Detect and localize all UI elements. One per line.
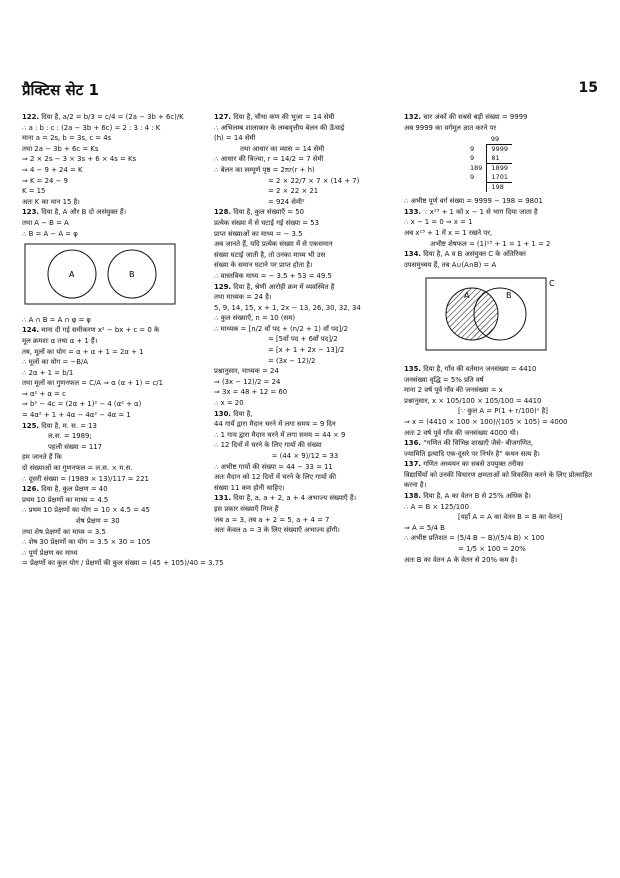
col1-line: 124. माना दी गई समीकरण x² − bx + c = 0 के xyxy=(22,326,160,335)
col3-line: ⇒ x = (4410 × 100 × 100)/(105 × 105) = 4000 xyxy=(404,417,568,426)
question-number: 137. xyxy=(404,460,422,469)
col1-line: ∴ शेष 30 प्रेक्षणों का योग = 3.5 × 30 = 105 xyxy=(22,538,151,547)
col2-line: ∴ 1 गाय द्वारा मैदान चरने में लगा समय = 44 × 9 xyxy=(214,430,346,439)
question-number: 134. xyxy=(404,250,422,259)
col2-line: प्राप्त संख्याओं का माध्य = − 3.5 xyxy=(214,229,303,238)
col3-line: 138. दिया है, A का वेतन B से 25% अधिक है। xyxy=(404,492,531,501)
col3-line: ∴ अभीष्ट प्रतिशत = (5/4 B − B)/(5/4 B) × 100 xyxy=(404,534,545,543)
col2-line: ∴ माध्यक = [n/2 वाँ पद + (n/2 + 1) वाँ पद]/2 xyxy=(214,324,348,333)
venn-diagram-union xyxy=(406,274,576,354)
col2-line: ∴ x = 20 xyxy=(214,399,244,408)
col1-line: अतः K का मान 15 है। xyxy=(22,197,80,206)
col1-line: ∴ B = A − A = φ xyxy=(22,229,78,238)
question-number: 129. xyxy=(214,282,232,291)
col2-line: ∴ बेलन का सम्पूर्ण पृष्ठ = 2πr(r + h) xyxy=(214,165,315,174)
col2-line: (h) = 14 सेमी xyxy=(214,134,256,143)
col1-line: 125. दिया है, म. स. = 13 xyxy=(22,421,97,430)
col2-line: ∴ अभीष्ट गायों की संख्या = 44 − 33 = 11 xyxy=(214,462,333,471)
col2-line: प्रत्येक संख्या में से घटाई गई संख्या = 53 xyxy=(214,218,319,227)
column-2 xyxy=(214,112,396,536)
col2-line: जब a = 3, तब a + 2 = 5, a + 4 = 7 xyxy=(214,515,330,524)
question-number: 126. xyxy=(22,485,40,494)
col2-line: = 924 सेमी² xyxy=(268,197,305,206)
page-number: 15 xyxy=(578,80,598,96)
col2-line: अतः मैदान को 12 दिनों में चरने के लिए गायों की xyxy=(214,473,336,482)
col2-line: ∴ 12 दिनों में चरने के लिए गायों की संख्या xyxy=(214,441,322,450)
col2-line: संख्या घटाई जाती है, तो उनका माध्य भी उस xyxy=(214,250,326,259)
venn2-label-b: B xyxy=(506,291,512,301)
col3-line: अब x¹³ + 1 में x = 1 रखने पर, xyxy=(404,228,493,237)
question-number: 125. xyxy=(22,421,40,430)
col1-line: तथा मूलों का गुणनफल = C/A ⇒ α (α + 1) = c/1 xyxy=(22,379,164,388)
col1-line: = प्रेक्षणों का कुल योग / प्रेक्षणों की कुल संख्या = (45 + 105)/40 = 3.75 xyxy=(22,559,224,568)
col1-line: ∴ पूर्ण प्रेक्षण का माध्य xyxy=(22,548,78,557)
col1-line: ∴ दूसरी संख्या = (1989 × 13)/117 = 221 xyxy=(22,474,149,483)
col3-line: 135. दिया है, गाँव की वर्तमान जनसंख्या = 4410 xyxy=(404,364,537,373)
col3-line: ज्यामिति इत्यादि एक-दूसरे पर निर्भर है” कथन सत्य है। xyxy=(404,449,540,458)
col2-line: = [5वाँ पद + 6वाँ पद]/2 xyxy=(268,335,338,344)
col3-line: 134. दिया है, A व B असंयुक्त C के अंतिरिक्त xyxy=(404,250,526,259)
venn-diagram-disjoint xyxy=(24,243,184,305)
col1-line: ∴ मूलों का योग = −B/A xyxy=(22,358,88,367)
col2-line: = [x + 1 + 2x − 13]/2 xyxy=(268,346,345,355)
venn2-label-c: C xyxy=(549,279,555,289)
col2-line: संख्या के समान घटाने पर प्राप्त होता है। xyxy=(214,261,313,270)
col3-line: अतः 2 वर्ष पूर्व गाँव की जनसंख्या 4000 थी। xyxy=(404,428,519,437)
question-number: 127. xyxy=(214,113,232,121)
col1-line: पहली संख्या = 117 xyxy=(48,442,102,451)
col2-line: ⇒ 3x = 48 + 12 = 60 xyxy=(214,388,288,397)
question-number: 132. xyxy=(404,113,422,121)
question-number: 136. xyxy=(404,439,422,448)
col2-line: संख्या 11 कम होनी चाहिए। xyxy=(214,483,285,492)
col1-line: तथा 2a − 3b + 6c = Ks xyxy=(22,144,99,153)
col2-line: = 2 × 22/7 × 7 × (14 + 7) xyxy=(268,176,360,185)
page-header xyxy=(22,80,598,102)
col3-line: विद्यार्थियों को उनकी विचारण क्षमताओं को विकसित करने के लिए प्रोत्साहित करना है। xyxy=(404,470,593,490)
col1-line: ⇒ K = 24 − 9 xyxy=(22,176,68,185)
col3-line: 136. “गणित की विभिन्न शाखाएँ जैसे- बीजगणित, xyxy=(404,439,534,448)
col1-line: 123. दिया है, A और B दो असंयुक्त हैं। xyxy=(22,208,127,217)
col2-line: ⇒ (3x − 12)/2 = 24 xyxy=(214,377,281,386)
col2-line: इस प्रकार संख्याएँ निम्न हैं xyxy=(214,504,279,513)
col2-line: ∴ अभिलम्ब शालाकार के लम्बवृत्तीय बेलन की ऊँचाई xyxy=(214,123,345,132)
col2-line: तथा माध्यक = 24 है। xyxy=(214,293,272,302)
col1-line: ⇒ α² + α = c xyxy=(22,389,66,398)
col3-line: जनसंख्या वृद्धि = 5% प्रति वर्ष xyxy=(404,375,484,384)
col1-line: ∴ 2α + 1 = b/1 xyxy=(22,368,74,377)
col3-line: ⇒ A = 5/4 B xyxy=(404,523,445,532)
col2-line: 131. दिया है, a, a + 2, a + 4 अभाज्य संख्याएँ हैं। xyxy=(214,494,357,503)
col1-line: तब, मूलों का योग = α + α + 1 = 2α + 1 xyxy=(22,347,144,356)
col3-line: प्रश्नानुसार, x × 105/100 × 105/100 = 4410 xyxy=(404,396,542,405)
col2-line: तथा आधार का व्यास = 14 सेमी xyxy=(240,144,325,153)
col2-line: = (44 × 9)/12 = 33 xyxy=(271,452,339,460)
col3-line: = 1/5 × 100 = 20% xyxy=(458,545,526,554)
question-number: 135. xyxy=(404,364,422,373)
question-number: 124. xyxy=(22,326,40,335)
col3-line: अब 9999 का वर्गमूल ज्ञात करने पर xyxy=(404,123,497,132)
question-number: 122. xyxy=(22,113,40,121)
col1-line: ∴ प्रथम 10 प्रेक्षणों का योग = 10 × 4.5 = 45 xyxy=(22,506,150,515)
col2-line: 44 गायें द्वारा मैदान चरने में लगा समय = 9 दिन xyxy=(214,420,336,429)
col3-line: उपसमुच्चय हैं, तब A∪(A∩B) = A xyxy=(404,260,497,269)
question-number: 131. xyxy=(214,494,232,503)
col1-line: 126. दिया है, कुल प्रेक्षण = 40 xyxy=(22,485,108,494)
col1-line: मूल क्रमशः α तथा α + 1 हैं। xyxy=(22,336,98,345)
col2-line: ∴ आधार की त्रिज्या, r = 14/2 = 7 सेमी xyxy=(214,155,324,164)
col1-line: ∴ A ∩ B = A ∩ φ = φ xyxy=(22,315,91,324)
col1-line: तथा A − B = A xyxy=(22,218,69,227)
venn2-label-a: A xyxy=(464,291,470,301)
col1-line: ⇒ 4 − 9 + 24 = K xyxy=(22,165,83,174)
page-title: प्रैक्टिस सेट 1 xyxy=(22,81,99,99)
col1-line: ⇒ 2 × 2s − 3 × 3s + 6 × 4s = Ks xyxy=(22,155,137,164)
col3-line: 133. ∵ x¹³ + 1 को x − 1 से भाग दिया जाता है xyxy=(404,207,538,216)
column-3 xyxy=(404,112,600,565)
col2-line: = 2 × 22 × 21 xyxy=(268,187,319,196)
question-number: 128. xyxy=(214,208,232,217)
col3-line: अतः B का वेतन A के वेतन से 20% कम है। xyxy=(404,555,518,564)
col3-line: ∴ अभीष्ट पूर्ण वर्ग संख्या = 9999 − 198 = 9801 xyxy=(404,197,543,206)
col1-line: ⇒ b² − 4c = (2α + 1)² − 4 (α² + α) xyxy=(22,400,142,409)
col3-line: 132. चार अंकों की सबसे बड़ी संख्या = 9999 xyxy=(404,113,528,121)
col1-line: K = 15 xyxy=(22,187,46,196)
col1-line: हम जानते हैं कि xyxy=(22,453,62,462)
col2-line: ∴ वास्तविक माध्य = − 3.5 + 53 = 49.5 xyxy=(214,271,332,280)
col1-line: 122. दिया है, a/2 = b/3 = c/4 = (2a − 3b + 6c)/K xyxy=(22,113,184,121)
col2-line: प्रश्नानुसार, माध्यक = 24 xyxy=(214,367,279,376)
col3-line: माना 2 वर्ष पूर्व गाँव की जनसंख्या = x xyxy=(404,386,503,395)
venn-label-b: B xyxy=(129,270,135,280)
question-number: 123. xyxy=(22,208,40,217)
col1-line: = 4α² + 1 + 4α − 4α² − 4α = 1 xyxy=(22,411,131,420)
col1-line: शेष प्रेक्षण = 30 xyxy=(76,517,120,525)
col2-line: 129. दिया है, श्रेणी आरोही क्रम में व्यवस्थित है xyxy=(214,282,335,291)
col1-line: ∴ a : b : c : (2a − 3b + 6c) = 2 : 3 : 4 : K xyxy=(22,123,161,132)
col2-line: 130. दिया है, xyxy=(214,409,253,418)
venn-label-a: A xyxy=(69,270,75,280)
col1-line: प्रथम 10 प्रेक्षणों का माध्य = 4.5 xyxy=(22,495,109,504)
col2-line: 5, 9, 14, 15, x + 1, 2x − 13, 26, 30, 32, 34 xyxy=(214,303,361,312)
col3-line: [यहाँ A = A का वेतन B = B का वेतन] xyxy=(458,513,563,522)
col1-line: माना a = 2s, b = 3s, c = 4s xyxy=(22,134,112,143)
question-number: 138. xyxy=(404,492,422,501)
col3-line: ∴ x − 1 = 0 ⇒ x = 1 xyxy=(404,218,473,227)
question-number: 133. xyxy=(404,207,422,216)
col2-line: ∴ कुल संख्याएँ, n = 10 (सम) xyxy=(214,314,296,323)
col3-line: ∴ A = B × 125/100 xyxy=(404,502,469,511)
col2-line: 128. दिया है, कुल संख्याएँ = 50 xyxy=(214,208,305,217)
col1-line: तथा शेष प्रेक्षणों का माध्य = 3.5 xyxy=(22,527,106,536)
col2-line: 127. दिया है, चौथा कण की भुजा = 14 सेमी xyxy=(214,113,335,121)
col2-line: = (3x − 12)/2 xyxy=(268,356,316,365)
question-number: 130. xyxy=(214,409,232,418)
col1-line: ल.स. = 1989; xyxy=(48,432,92,441)
col3-line: 137. गणित अध्ययन का सबसे उपयुक्त तरीका xyxy=(404,460,524,469)
col2-line: अतः केवल a = 3 के लिए संख्याएँ अभाज्य होंगी। xyxy=(214,526,340,535)
col3-line: [∵ कुल A = P(1 + r/100)ⁿ है] xyxy=(458,407,548,416)
square-root-division: 99 9 9999 9 81 189 1899 9 1701 198 xyxy=(466,135,600,192)
col2-line: अब जानते हैं, यदि प्रत्येक संख्या में से एकसमान xyxy=(214,240,333,249)
col3-line: अभीष्ट शेषफल = (1)¹³ + 1 = 1 + 1 = 2 xyxy=(430,239,551,248)
col1-line: दो संख्याओं का गुणनफल = ल.स. × म.स. xyxy=(22,464,133,473)
